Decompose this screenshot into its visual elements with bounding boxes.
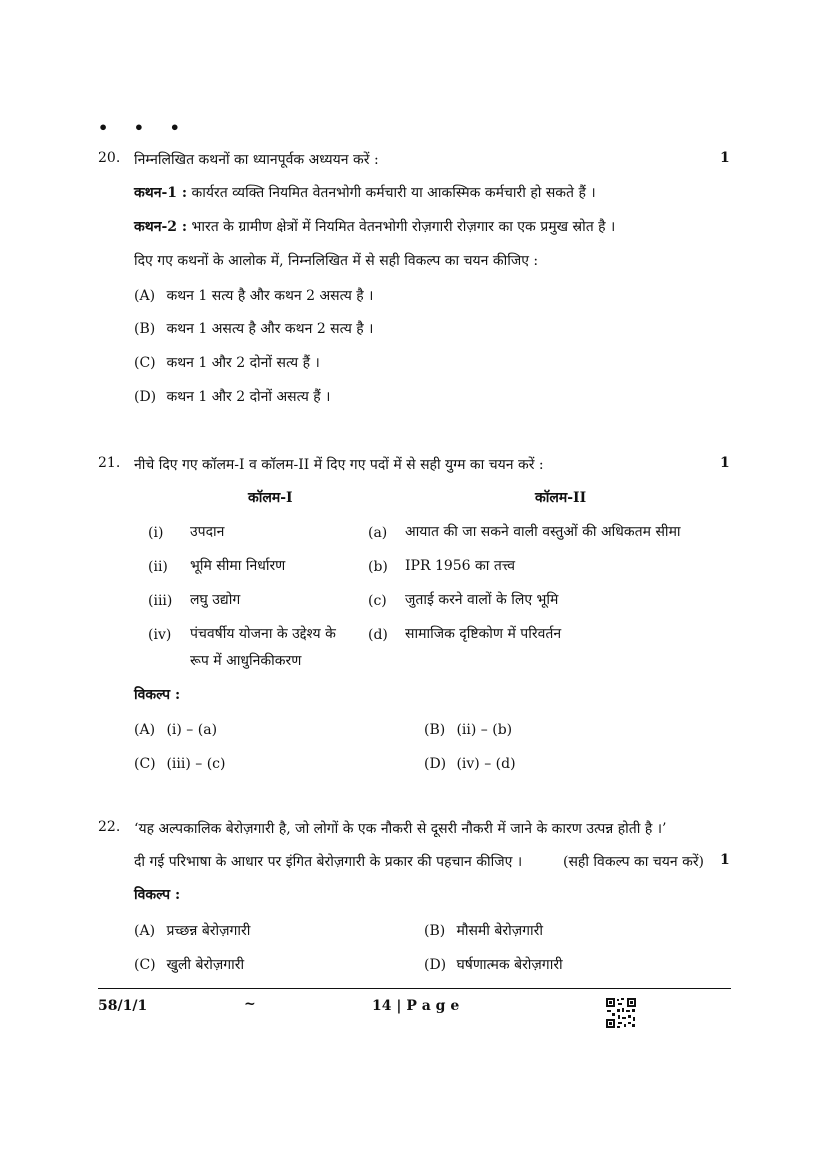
- option-b: [134, 319, 373, 338]
- match-row-numeral: (i): [148, 525, 164, 541]
- question-stem: निम्नलिखित कथनों का ध्यानपूर्वक अध्ययन करें :: [134, 152, 379, 168]
- option-a: [134, 921, 250, 940]
- option-c: [134, 353, 320, 372]
- option-d: [424, 955, 563, 974]
- match-row-term: भूमि सीमा निर्धारण: [190, 558, 286, 574]
- option-text: कथन 1 सत्य है और कथन 2 असत्य है ।: [166, 288, 374, 304]
- option-text: (ii) – (b): [456, 722, 513, 738]
- match-row-term: पंचवर्षीय योजना के उद्देश्य के: [190, 626, 336, 642]
- match-row-description: IPR 1956 का तत्त्व: [405, 558, 516, 574]
- option-text: कथन 1 और 2 दोनों सत्य हैं ।: [166, 355, 320, 371]
- option-letter: (C): [134, 756, 156, 772]
- match-row-term-continued: रूप में आधुनिकीकरण: [190, 653, 302, 669]
- option-text: खुली बेरोज़गारी: [166, 957, 245, 973]
- page-number: 14 | P a g e: [372, 998, 460, 1014]
- question-instruction: दिए गए कथनों के आलोक में, निम्नलिखित में से सही विकल्प का चयन कीजिए :: [134, 253, 539, 269]
- option-b: [424, 921, 543, 940]
- match-row-letter: (a): [368, 525, 388, 541]
- question-number: 22.: [98, 819, 121, 835]
- match-row-description: आयात की जा सकने वाली वस्तुओं की अधिकतम सीमा: [405, 524, 681, 540]
- options-label: विकल्प :: [134, 687, 181, 703]
- question-hint: (सही विकल्प का चयन करें): [563, 854, 705, 870]
- match-row-description: सामाजिक दृष्टिकोण में परिवर्तन: [405, 626, 562, 642]
- option-d: [134, 387, 330, 406]
- match-row-numeral: (ii): [148, 559, 168, 575]
- option-letter: (A): [134, 923, 156, 939]
- match-row-numeral: (iv): [148, 627, 172, 643]
- option-c: [134, 756, 225, 772]
- question-stem-line-2: दी गई परिभाषा के आधार पर इंगित बेरोज़गारी के प्रकार की पहचान कीजिए ।: [134, 854, 523, 870]
- option-letter: (D): [134, 389, 157, 405]
- option-c: [134, 955, 244, 974]
- question-stem: नीचे दिए गए कॉलम-I व कॉलम-II में दिए गए पदों में से सही युग्म का चयन करें :: [134, 457, 544, 473]
- question-marks: 1: [720, 455, 730, 471]
- match-row-term: लघु उद्योग: [190, 592, 241, 608]
- option-text: (i) – (a): [166, 722, 218, 738]
- statement-2-label: कथन-2 :: [134, 219, 188, 235]
- option-d: [424, 756, 516, 772]
- option-text: (iv) – (d): [456, 756, 516, 772]
- option-a: [134, 286, 373, 305]
- option-letter: (A): [134, 288, 156, 304]
- option-letter: (D): [424, 756, 447, 772]
- option-text: मौसमी बेरोज़गारी: [456, 923, 543, 939]
- option-b: [424, 722, 512, 738]
- match-row-numeral: (iii): [148, 593, 173, 609]
- option-letter: (C): [134, 957, 156, 973]
- option-text: प्रच्छन्न बेरोज़गारी: [166, 923, 251, 939]
- statement-1: [134, 183, 596, 202]
- options-label: विकल्प :: [134, 887, 181, 903]
- statement-1-label: कथन-1 :: [134, 185, 188, 201]
- footer-divider: [98, 988, 731, 989]
- option-text: घर्षणात्मक बेरोज़गारी: [456, 957, 563, 973]
- option-a: [134, 722, 217, 738]
- option-letter: (B): [424, 923, 446, 939]
- option-letter: (A): [134, 722, 156, 738]
- match-row-term: उपदान: [190, 524, 225, 540]
- footer-tilde: ~: [244, 996, 256, 1012]
- option-letter: (B): [424, 722, 446, 738]
- statement-1-text: कार्यरत व्यक्ति नियमित वेतनभोगी कर्मचारी या आकस्मिक कर्मचारी हो सकते हैं ।: [191, 185, 596, 201]
- option-letter: (D): [424, 957, 447, 973]
- qr-code-icon: [605, 997, 637, 1029]
- option-text: कथन 1 और 2 दोनों असत्य हैं ।: [166, 389, 331, 405]
- match-row-letter: (d): [368, 627, 388, 643]
- match-row-description: जुताई करने वालों के लिए भूमि: [405, 592, 559, 608]
- match-row-letter: (b): [368, 559, 388, 575]
- column-2-header: कॉलम-II: [535, 490, 587, 506]
- question-marks: 1: [720, 852, 730, 868]
- statement-2: [134, 217, 615, 236]
- match-row-letter: (c): [368, 593, 387, 609]
- option-letter: (C): [134, 355, 156, 371]
- decorative-dots: • • •: [98, 118, 190, 137]
- question-marks: 1: [720, 150, 730, 166]
- question-stem-line-1: ‘यह अल्पकालिक बेरोज़गारी है, जो लोगों के एक नौकरी से दूसरी नौकरी में जाने के कारण उत्पन्न होती है ।’: [134, 821, 667, 837]
- option-text: कथन 1 असत्य है और कथन 2 सत्य है ।: [166, 321, 374, 337]
- option-text: (iii) – (c): [166, 756, 226, 772]
- paper-code: 58/1/1: [98, 998, 148, 1014]
- question-number: 20.: [98, 150, 121, 166]
- column-1-header: कॉलम-I: [248, 490, 293, 506]
- option-letter: (B): [134, 321, 156, 337]
- question-number: 21.: [98, 455, 121, 471]
- statement-2-text: भारत के ग्रामीण क्षेत्रों में नियमित वेतनभोगी रोज़गारी रोज़गार का एक प्रमुख स्रोत है ।: [191, 219, 616, 235]
